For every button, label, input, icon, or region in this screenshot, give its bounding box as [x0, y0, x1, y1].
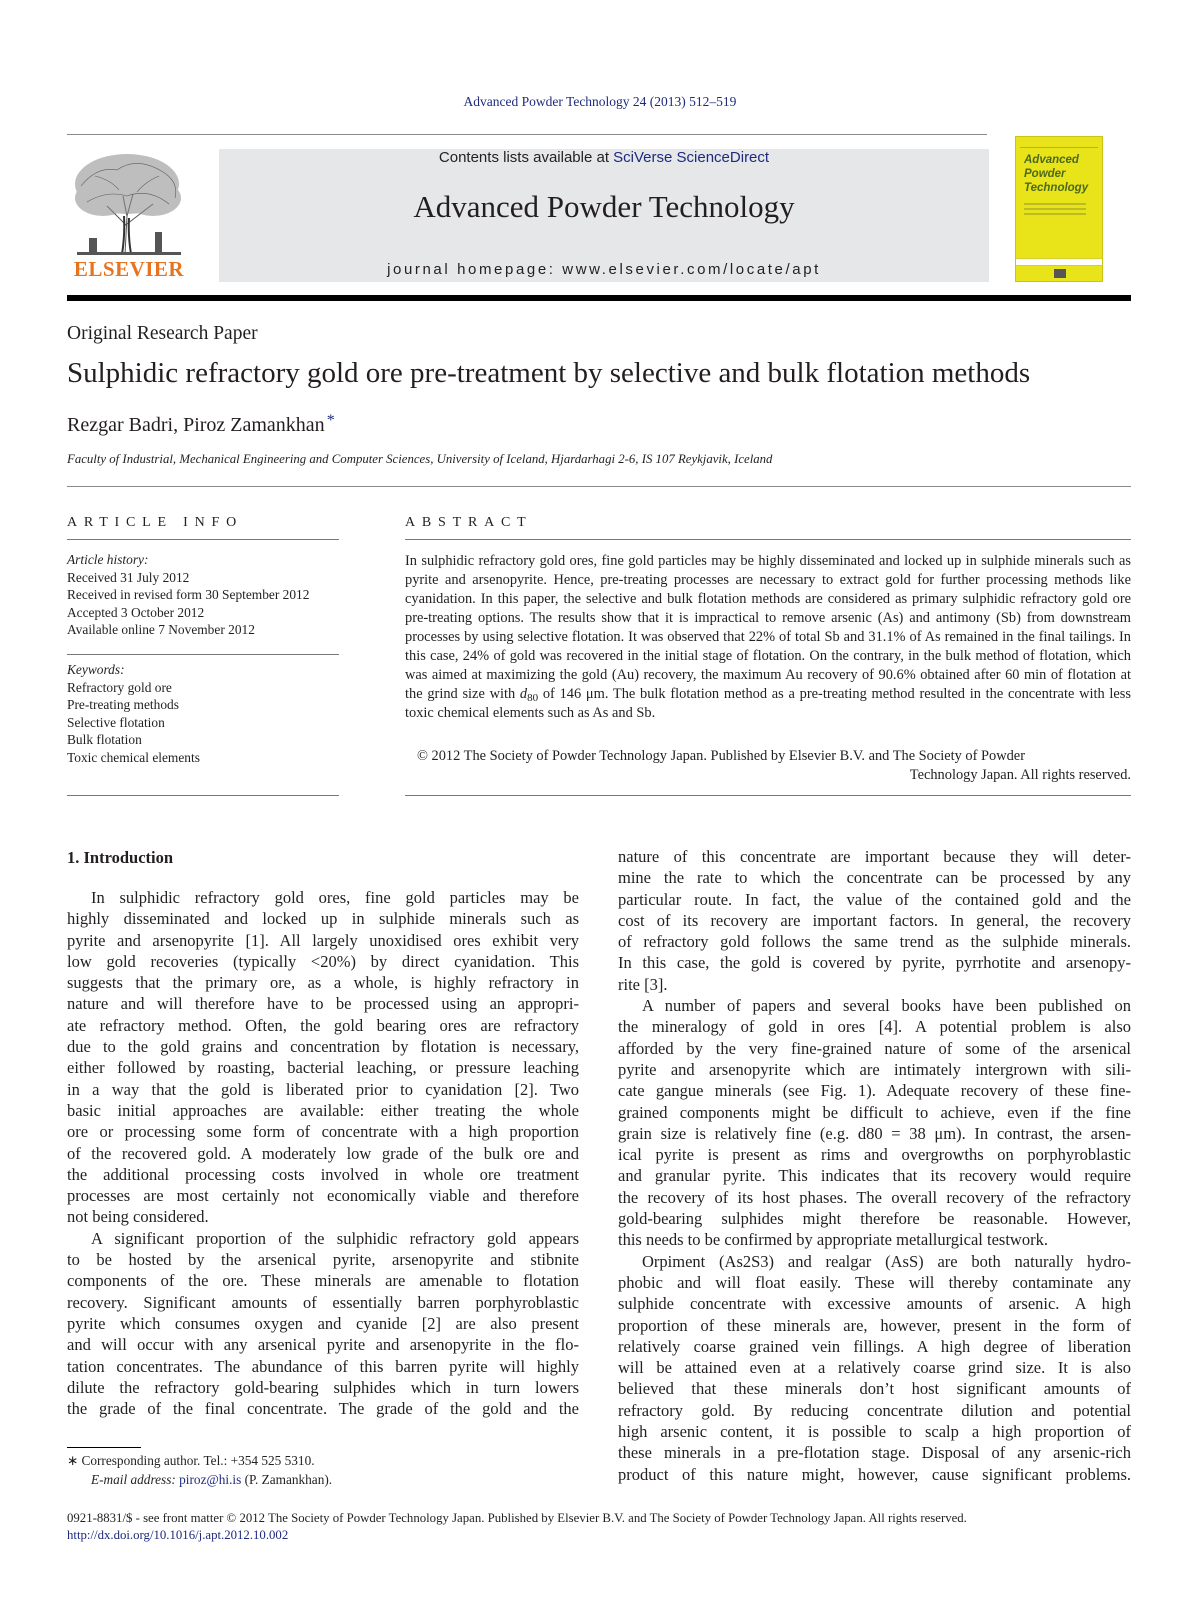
text-line: nature of this concentrate are important because they will deter- — [618, 847, 1131, 866]
text-line: dilute the refractory gold-bearing sulphides which in turn lowers — [67, 1377, 579, 1397]
history-item: Received 31 July 2012 — [67, 569, 190, 585]
journal-cover-thumbnail[interactable] — [1015, 136, 1103, 282]
history-item: Available online 7 November 2012 — [67, 622, 255, 638]
keywords-rule — [67, 654, 339, 655]
text-line: sulphide concentrate with excessive amounts of arsenic. A high — [618, 1294, 1131, 1314]
text-line: the grade of the final concentrate. The grade of the gold and the — [67, 1399, 579, 1419]
corresponding-author-footnote — [67, 1451, 332, 1489]
authors — [67, 412, 335, 437]
journal-citation[interactable]: Advanced Powder Technology 24 (2013) 512–519 — [463, 94, 737, 109]
text-line: due to the gold grains and concentration by flotation is necessary, — [67, 1037, 579, 1057]
issn-line: 0921-8831/$ - see front matter © 2012 The Society of Powder Technology Japan. Published by Elsevier B.V. and The Society of Powder Technology Japan. All rights reserved. — [67, 1511, 967, 1525]
journal-banner — [219, 149, 989, 282]
text-line: afforded by the very fine-grained nature of some of the arsenical — [618, 1038, 1131, 1058]
text-line: phobic and will float easily. These will thereby contaminate any — [618, 1272, 1131, 1292]
text-line: mine the rate to which the concentrate can be processed by any — [618, 868, 1131, 888]
text-line: pyrite and arsenopyrite [1]. All largely unoxidised ores exhibit very — [67, 930, 579, 950]
article-info-rule — [67, 539, 339, 540]
intro-right-column — [618, 846, 1131, 1485]
text-line: this needs to be confirmed by appropriate metallurgical testwork. — [618, 1230, 1048, 1250]
elsevier-logo[interactable] — [67, 146, 191, 282]
text-line: either followed by roasting, bacterial leaching, or pressure leaching — [67, 1058, 579, 1078]
author-names: Rezgar Badri, Piroz Zamankhan — [67, 414, 325, 436]
text-line: proportion of these minerals are, however, present in the form of — [618, 1315, 1131, 1335]
text-line: gold-bearing sulphides might therefore be reasonable. However, — [618, 1209, 1131, 1229]
article-info-label: ARTICLE INFO — [67, 515, 244, 530]
text-line: ore or processing some form of concentrate with a high proportion — [67, 1122, 579, 1142]
text-line: A significant proportion of the sulphidic refractory gold appears — [91, 1228, 579, 1248]
cover-publisher-icon — [1054, 269, 1066, 278]
keywords-heading: Keywords: — [67, 662, 125, 677]
journal-homepage[interactable]: journal homepage: www.elsevier.com/locate/apt — [387, 261, 821, 278]
text-line: rite [3]. — [618, 974, 668, 994]
text-line: In this case, the gold is covered by pyrite, pyrrhotite and arsenopy- — [618, 953, 1131, 973]
history-item: Accepted 3 October 2012 — [67, 604, 205, 620]
keyword: Refractory gold ore — [67, 679, 172, 695]
article-title: Sulphidic refractory gold ore pre-treatment by selective and bulk flotation methods — [67, 357, 1031, 389]
text-line: suggests that the primary ore, as a whole, is highly refractory in — [67, 973, 579, 993]
text-line: ate refractory method. Often, the gold bearing ores are refractory — [67, 1015, 579, 1035]
text-line: product of this nature might, however, cause significant problems. — [618, 1464, 1131, 1484]
intro-left-column — [67, 887, 579, 1419]
text-line: the recovery of its host phases. The overall recovery of the refractory — [618, 1187, 1131, 1207]
header-thick-rule — [67, 295, 1131, 301]
text-line: grain size is relatively fine (e.g. d80 = 38 μm). In contrast, the arsen- — [618, 1123, 1131, 1143]
journal-title: Advanced Powder Technology — [413, 189, 795, 224]
section-heading: 1. Introduction — [67, 848, 174, 867]
elsevier-wordmark: ELSEVIER — [73, 257, 185, 281]
cover-header-strip — [1020, 140, 1098, 148]
text-line: and granular pyrite. This indicates that its recovery would require — [618, 1166, 1131, 1186]
text-line: will be attained even at a relatively coarse grind size. It is also — [618, 1358, 1131, 1378]
sciencedirect-link[interactable]: SciVerse ScienceDirect — [613, 149, 770, 166]
text-line: In sulphidic refractory gold ores, fine gold particles may be — [91, 888, 579, 907]
text-line: grained components might be difficult to achieve, even if the fine — [618, 1102, 1131, 1122]
text-line: of refractory gold follows the same trend as the sulphide minerals. — [618, 932, 1131, 952]
abstract-text: In sulphidic refractory gold ores, fine gold particles may be highly disseminated and locked up in sulphide minerals such as pyrite and arsenopyrite. Hence, pre-treating processes are necessary to extract gold for further processing methods like cyanidation. In this paper, the selective and bulk flotation methods are considered as primary sulphidic refractory gold ore pre-treating options. The results show that it is impractical to remove arsenic (As) and antimony (Sb) from downstream processes by using selective flotation. It was observed that 22% of total Sb and 31.1% of As remained in the final tailings. In this case, 24% of gold was recovered in the initial stage of flotation. On the contrary, in the bulk method of flotation, which was aimed at maximizing the gold (Au) recovery, the maximum Au recovery of 90.6% obtained after 60 min of flotation at the grind size with $d_{80}$ of 146 μm. The bulk flotation method as a pre-treating method resulted in the concentrate with less toxic chemical elements such as As and Sb. — [405, 553, 1131, 721]
text-line: cost of its recovery are important factors. In general, the recovery — [618, 910, 1131, 930]
abstract-bottom-rule — [405, 795, 1131, 796]
text-line: not being considered. — [67, 1207, 209, 1227]
corresponding-author-mark[interactable]: * — [326, 412, 335, 429]
email-label: E-mail address: — [91, 1472, 176, 1487]
article-history — [67, 551, 347, 639]
text-line: basic initial approaches are available: either treating the whole — [67, 1100, 579, 1120]
affiliation: Faculty of Industrial, Mechanical Engineering and Computer Sciences, University of Iceland, Hjardarhagi 2-6, IS 107 Reykjavik, Iceland — [67, 452, 773, 466]
text-line: pyrite and arsenopyrite which are intimately intergrown with sili- — [618, 1059, 1131, 1079]
cover-subtitle-lines — [1024, 203, 1086, 218]
text-line: pyrite which consumes oxygen and cyanide [2] are also present — [67, 1313, 579, 1333]
tree-icon — [67, 146, 191, 256]
text-line: the mineralogy of gold in ores [4]. A potential problem is also — [618, 1017, 1131, 1037]
text-line: in a way that the gold is liberated prior to cyanidation [2]. Two — [67, 1079, 579, 1099]
abstract-copyright: © 2012 The Society of Powder Technology Japan. Published by Elsevier B.V. and The Society of Powder Technology Japan. All rights reserved. — [417, 748, 1131, 783]
text-line: components of the ore. These minerals are amenable to flotation — [67, 1271, 579, 1291]
abstract-label: ABSTRACT — [405, 515, 533, 530]
footnote-rule — [67, 1447, 141, 1448]
keyword: Bulk flotation — [67, 732, 142, 748]
contents-line — [219, 149, 989, 166]
text-line: high arsenic content, it is possible to scalp a high proportion of — [618, 1422, 1131, 1442]
history-item: Received in revised form 30 September 2012 — [67, 587, 310, 603]
article-type: Original Research Paper — [67, 323, 258, 344]
contents-prefix: Contents lists available at — [438, 149, 609, 166]
article-info-bottom-rule — [67, 795, 339, 796]
header-rule — [67, 134, 987, 135]
text-line: Orpiment (As2S3) and realgar (AsS) are both naturally hydro- — [642, 1251, 1131, 1271]
text-line: tation concentrates. The abundance of this barren pyrite will highly — [67, 1356, 579, 1376]
keyword: Selective flotation — [67, 714, 165, 730]
text-line: and will occur with any arsenical pyrite and arsenopyrite in the flo- — [67, 1335, 579, 1355]
text-line: processes are most certainly not economically viable and therefore — [67, 1186, 579, 1206]
text-line: believed that these minerals don’t host significant amounts of — [618, 1379, 1131, 1399]
text-line: the additional processing costs involved in whole ore treatment — [67, 1164, 579, 1184]
text-line: of the recovered gold. A moderately low grade of the bulk ore and — [67, 1143, 579, 1163]
text-line: refractory gold. By reducing concentrate dilution and potential — [618, 1400, 1131, 1420]
text-line: highly disseminated and locked up in sulphide minerals such as — [67, 909, 579, 929]
page-footer — [67, 1510, 1131, 1544]
doi-link[interactable]: http://dx.doi.org/10.1016/j.apt.2012.10.002 — [67, 1528, 289, 1542]
cover-url-strip — [1016, 258, 1102, 266]
text-line: these minerals in a pre-flotation stage. Disposal of any arsenic-rich — [618, 1443, 1131, 1463]
title-rule — [67, 486, 1131, 487]
cover-title: Advanced Powder Technology — [1024, 154, 1089, 194]
email-owner: (P. Zamankhan). — [244, 1472, 333, 1487]
keywords — [67, 661, 347, 767]
email-link[interactable]: piroz@hi.is — [179, 1472, 242, 1487]
history-heading: Article history: — [67, 552, 149, 567]
keyword: Toxic chemical elements — [67, 749, 200, 765]
text-line: ical pyrite is present as rims and overgrowths on porphyroblastic — [618, 1145, 1131, 1165]
text-line: recovery. Significant amounts of essentially barren porphyroblastic — [67, 1292, 579, 1312]
text-line: A number of papers and several books have been published on — [642, 996, 1131, 1016]
text-line: relatively coarse grained vein fillings. A high degree of liberation — [618, 1336, 1131, 1356]
footnote-phone: ∗ Corresponding author. Tel.: +354 525 5310. — [67, 1453, 315, 1468]
text-line: to be hosted by the arsenical pyrite, arsenopyrite and stibnite — [67, 1250, 579, 1270]
keyword: Pre-treating methods — [67, 697, 179, 713]
text-line: nature and will therefore have to be processed using an appropri- — [67, 994, 579, 1014]
text-line: particular route. In fact, the value of the contained gold and the — [618, 889, 1131, 909]
text-line: low gold recoveries (typically <20%) by direct cyanidation. This — [67, 951, 579, 971]
abstract-rule — [405, 539, 1131, 540]
text-line: cate gangue minerals (see Fig. 1). Adequate recovery of these fine- — [618, 1081, 1131, 1101]
